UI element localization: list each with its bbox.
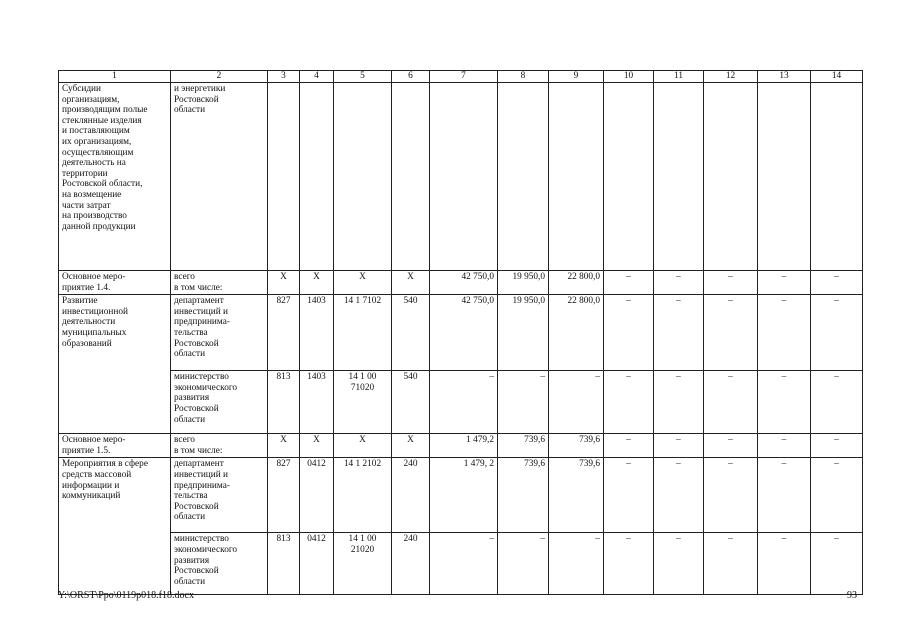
value-cell: – — [654, 434, 704, 458]
value-cell: 42 750,0 — [430, 295, 498, 371]
value-cell: – — [654, 271, 704, 295]
value-cell: – — [654, 295, 704, 371]
value-cell: – — [430, 371, 498, 434]
table-row — [59, 295, 863, 371]
value-cell: 240 — [392, 533, 430, 595]
value-cell: Х — [300, 434, 334, 458]
column-number-cell: 5 — [334, 71, 392, 83]
value-cell: 14 1 00 71020 — [334, 371, 392, 434]
table-row — [59, 371, 863, 434]
row-title-cell: Основное меро- приятие 1.4. — [59, 271, 171, 295]
value-cell: – — [758, 458, 811, 533]
executor-cell: всего в том числе: — [171, 434, 268, 458]
value-cell: 14 1 7102 — [334, 295, 392, 371]
value-cell: 14 1 2102 — [334, 458, 392, 533]
table-row — [59, 458, 863, 533]
value-cell: 813 — [268, 533, 300, 595]
value-cell: 827 — [268, 295, 300, 371]
value-cell: 14 1 00 21020 — [334, 533, 392, 595]
value-cell: 1403 — [300, 371, 334, 434]
page-number: 93 — [847, 590, 857, 601]
value-cell: 0412 — [300, 458, 334, 533]
budget-table — [58, 70, 863, 595]
column-number-cell: 8 — [498, 71, 549, 83]
value-cell: – — [654, 371, 704, 434]
value-cell: 739,6 — [498, 458, 549, 533]
executor-cell: и энергетики Ростовской области — [171, 83, 268, 271]
table-row — [59, 271, 863, 295]
value-cell: 813 — [268, 371, 300, 434]
column-number-cell: 4 — [300, 71, 334, 83]
value-cell: – — [604, 458, 654, 533]
value-cell: 540 — [392, 295, 430, 371]
value-cell: 19 950,0 — [498, 295, 549, 371]
table-row — [59, 533, 863, 595]
value-cell: – — [704, 295, 758, 371]
value-cell: 22 800,0 — [549, 295, 604, 371]
column-number-cell: 11 — [654, 71, 704, 83]
column-number-cell: 13 — [758, 71, 811, 83]
row-title-cell: Развитие инвестиционной деятельности муниципальных образований — [59, 295, 171, 434]
table-row — [59, 434, 863, 458]
row-title-cell: Основное меро- приятие 1.5. — [59, 434, 171, 458]
file-path: Y:\ORST\Ppo\0119p018.f18.docx — [58, 590, 194, 601]
value-cell: 1403 — [300, 295, 334, 371]
value-cell: Х — [334, 271, 392, 295]
column-number-cell: 1 — [59, 71, 171, 83]
executor-cell: департамент инвестиций и предпринима- тельства Ростовской области — [171, 458, 268, 533]
value-cell: – — [430, 533, 498, 595]
value-cell: – — [498, 371, 549, 434]
value-cell: – — [549, 533, 604, 595]
executor-cell: всего в том числе: — [171, 271, 268, 295]
value-cell: 240 — [392, 458, 430, 533]
column-number-cell: 12 — [704, 71, 758, 83]
value-cell: 827 — [268, 458, 300, 533]
value-cell: 22 800,0 — [549, 271, 604, 295]
column-number-cell: 10 — [604, 71, 654, 83]
value-cell: 540 — [392, 371, 430, 434]
value-cell: – — [604, 533, 654, 595]
value-cell: – — [758, 271, 811, 295]
executor-cell: департамент инвестиций и предпринима- тельства Ростовской области — [171, 295, 268, 371]
value-cell: – — [704, 434, 758, 458]
column-number-cell: 3 — [268, 71, 300, 83]
column-number-row — [59, 71, 863, 83]
value-cell: – — [758, 434, 811, 458]
value-cell: – — [811, 295, 863, 371]
value-cell: – — [654, 533, 704, 595]
value-cell: 42 750,0 — [430, 271, 498, 295]
value-cell: 739,6 — [498, 434, 549, 458]
value-cell: – — [654, 458, 704, 533]
value-cell: 1 479,2 — [430, 434, 498, 458]
value-cell: 1 479, 2 — [430, 458, 498, 533]
value-cell: Х — [392, 271, 430, 295]
value-cell: – — [811, 371, 863, 434]
value-cell: – — [811, 533, 863, 595]
value-cell: – — [604, 434, 654, 458]
value-cell: – — [704, 271, 758, 295]
value-cell: Х — [268, 434, 300, 458]
value-cell: 19 950,0 — [498, 271, 549, 295]
value-cell: Х — [268, 271, 300, 295]
value-cell: – — [549, 371, 604, 434]
value-cell: 0412 — [300, 533, 334, 595]
value-cell: 739,6 — [549, 458, 604, 533]
value-cell: – — [811, 434, 863, 458]
executor-cell: министерство экономического развития Ростовской области — [171, 371, 268, 434]
value-cell: – — [758, 533, 811, 595]
value-cell: – — [811, 271, 863, 295]
column-number-cell: 2 — [171, 71, 268, 83]
row-title-cell: Субсидии организациям, производящим полые стеклянные изделия и поставляющим их организациям, осуществляющим деятельность на территории Ростовской области, на возмещение части затрат на производство данной продукции — [59, 83, 171, 271]
value-cell: – — [604, 295, 654, 371]
value-cell: – — [704, 371, 758, 434]
value-cell: – — [604, 271, 654, 295]
column-number-cell: 9 — [549, 71, 604, 83]
value-cell: – — [758, 295, 811, 371]
value-cell: – — [704, 458, 758, 533]
value-cell: – — [498, 533, 549, 595]
value-cell: Х — [300, 271, 334, 295]
value-cell: – — [604, 371, 654, 434]
value-cell: Х — [334, 434, 392, 458]
value-cell: – — [811, 458, 863, 533]
value-cell: – — [704, 533, 758, 595]
value-cell: 739,6 — [549, 434, 604, 458]
executor-cell: министерство экономического развития Ростовской области — [171, 533, 268, 595]
table-row — [59, 83, 863, 271]
value-cell: – — [758, 371, 811, 434]
value-cell: Х — [392, 434, 430, 458]
column-number-cell: 7 — [430, 71, 498, 83]
column-number-cell: 6 — [392, 71, 430, 83]
column-number-cell: 14 — [811, 71, 863, 83]
row-title-cell: Мероприятия в сфере средств массовой информации и коммуникаций — [59, 458, 171, 595]
